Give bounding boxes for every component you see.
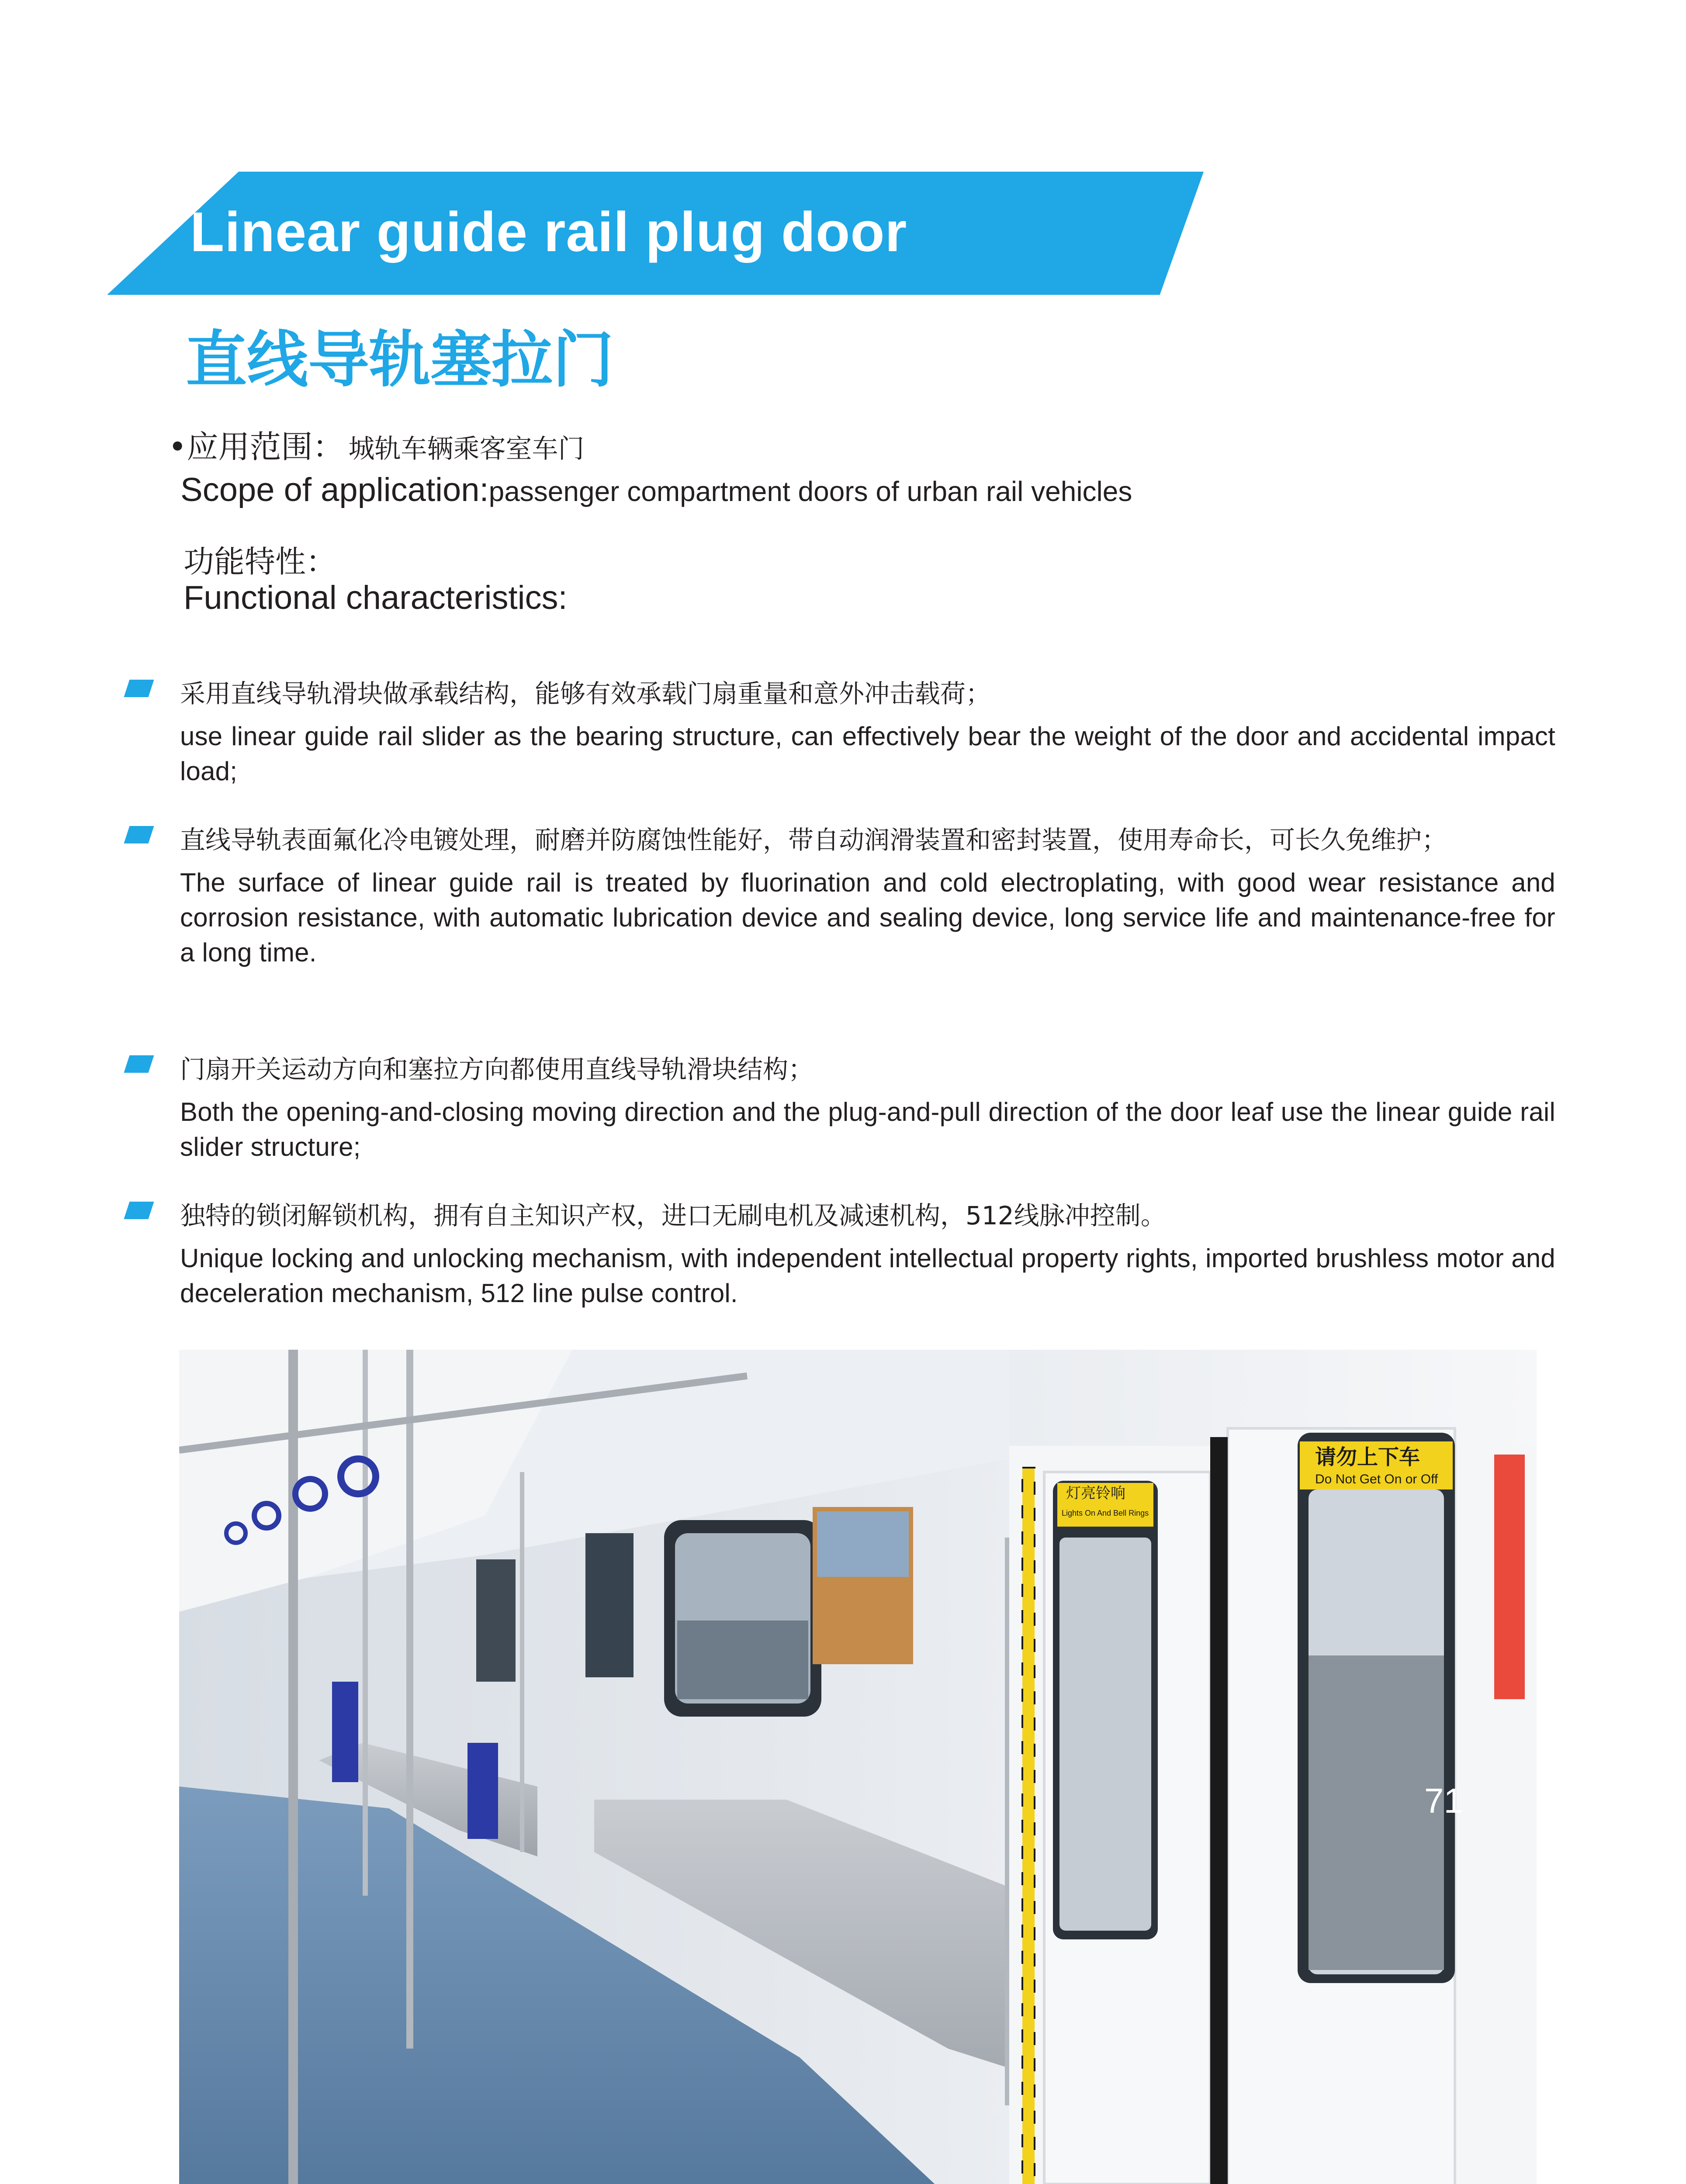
scope-label-en: Scope of application: xyxy=(180,471,489,508)
bullet: • xyxy=(168,429,187,465)
scope-cn-line xyxy=(168,422,584,467)
functional-label-en: Functional characteristics: xyxy=(183,579,568,616)
scope-en-line xyxy=(180,471,1132,509)
feature-text-en: Both the opening-and-closing moving direction and the plug-and-pull direction of the door leaf use the linear guide rail slider structure; xyxy=(180,1097,1555,1161)
feature-text-en: use linear guide rail slider as the bearing structure, can effectively bear the weight of the door and accidental impact load; xyxy=(180,722,1555,786)
page-title-cn: 直线导轨塞拉门 xyxy=(186,325,614,396)
feature-item xyxy=(127,673,1555,789)
page-title-en: Linear guide rail plug door xyxy=(190,201,907,263)
scope-value-cn: 城轨车辆乘客室车门 xyxy=(348,434,585,464)
train-interior-photo xyxy=(179,1350,1537,2184)
scope-label-cn: 应用范围： xyxy=(187,429,344,465)
bullet-square-icon xyxy=(124,680,154,697)
door-sign-en: Do Not Get On or Off xyxy=(1315,1472,1438,1486)
feature-text-en: The surface of linear guide rail is treated by fluorination and cold electroplating, with good wear resistance and corrosion resistance, with automatic lubrication device and sealing device, long service life and maintenance-free for a long time. xyxy=(180,868,1555,967)
feature-item xyxy=(127,819,1555,970)
car-number: 71 xyxy=(1424,1781,1463,1820)
light-sign-cn: 灯亮铃响 xyxy=(1066,1485,1125,1502)
functional-label-cn: 功能特性： xyxy=(183,544,336,580)
feature-item xyxy=(127,1048,1555,1165)
light-sign-en: Lights On And Bell Rings xyxy=(1062,1509,1149,1517)
bullet-square-icon xyxy=(124,826,154,843)
door-sign-cn: 请勿上下车 xyxy=(1315,1445,1420,1469)
scope-value-en: passenger compartment doors of urban rail vehicles xyxy=(488,476,1132,507)
feature-text-en: Unique locking and unlocking mechanism, with independent intellectual property rights, imported brushless motor and deceleration mechanism, 512 line pulse control. xyxy=(180,1244,1555,1308)
bullet-square-icon xyxy=(124,1202,154,1219)
feature-text-cn: 采用直线导轨滑块做承载结构，能够有效承载门扇重量和意外冲击载荷； xyxy=(180,679,991,708)
feature-text-cn: 门扇开关运动方向和塞拉方向都使用直线导轨滑块结构； xyxy=(180,1054,814,1084)
bullet-square-icon xyxy=(124,1055,154,1073)
feature-item xyxy=(127,1195,1555,1311)
feature-text-cn: 独特的锁闭解锁机构，拥有自主知识产权，进口无刷电机及减速机构，512线脉冲控制。 xyxy=(180,1201,1166,1230)
feature-text-cn: 直线导轨表面氟化冷电镀处理，耐磨并防腐蚀性能好，带自动润滑装置和密封装置，使用寿命长，可长久免维护； xyxy=(180,825,1447,855)
